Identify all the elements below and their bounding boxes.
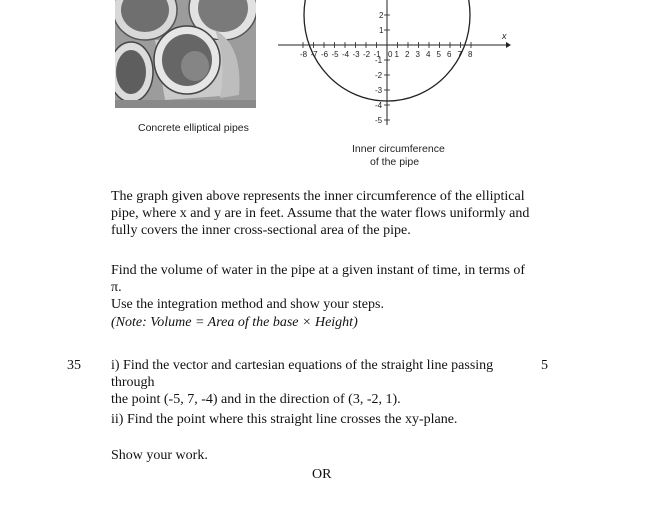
paragraph-description — [111, 188, 531, 239]
question35-part1 — [111, 357, 531, 408]
x-tick-label: 8 — [468, 50, 473, 59]
y-tick-label: -1 — [375, 56, 383, 65]
pipes-illustration — [115, 0, 256, 108]
x-axis-label: x — [502, 31, 507, 41]
x-tick-label: 0 — [388, 50, 393, 59]
paragraph1-line1: The graph given above represents the inner circumference of the elliptical — [111, 189, 525, 204]
y-tick-label: 1 — [379, 26, 384, 35]
x-tick-label: 5 — [436, 50, 441, 59]
graph-caption-line2: of the pipe — [370, 156, 420, 168]
concrete-pipes-image — [115, 0, 256, 108]
x-tick-label: -3 — [352, 50, 360, 59]
paragraph2-line2: Use the integration method and show your steps. — [111, 297, 384, 312]
y-tick-label: 2 — [379, 11, 384, 20]
show-work-text: Show your work. — [111, 448, 208, 463]
x-tick-label: 7 — [457, 50, 462, 59]
paragraph2-line1: Find the volume of water in the pipe at a given instant of time, in terms of π. — [111, 263, 526, 295]
ellipse-graph — [270, 0, 520, 170]
y-tick-label: -2 — [375, 71, 383, 80]
question35-part2: ii) Find the point where this straight line crosses the xy-plane. — [111, 412, 458, 427]
part1-line2: the point (-5, 7, -4) and in the direction of (3, -2, 1). — [111, 392, 401, 407]
volume-note: (Note: Volume = Area of the base × Height) — [111, 315, 358, 330]
graph-caption-line1: Inner circumference — [352, 143, 445, 155]
y-tick-label: -4 — [375, 101, 383, 110]
x-tick-label: -4 — [342, 50, 350, 59]
x-tick-label: -6 — [321, 50, 329, 59]
y-tick-label: -5 — [375, 116, 383, 125]
x-tick-label: 1 — [394, 50, 399, 59]
paragraph1-line2: pipe, where x and y are in feet. Assume that the water flows uniformly and — [111, 206, 530, 221]
paragraph-task — [111, 262, 531, 313]
part1-line1: i) Find the vector and cartesian equations of the straight line passing through — [111, 358, 494, 390]
question-number: 35 — [67, 358, 81, 373]
x-tick-label: 2 — [405, 50, 410, 59]
x-tick-label: -2 — [363, 50, 371, 59]
x-tick-label: -8 — [300, 50, 308, 59]
x-tick-label: 6 — [447, 50, 452, 59]
y-ticks — [375, 11, 390, 125]
y-tick-label: -3 — [375, 86, 383, 95]
pipes-caption: Concrete elliptical pipes — [138, 122, 249, 134]
x-tick-label: -5 — [331, 50, 339, 59]
x-tick-label: 4 — [426, 50, 431, 59]
x-tick-label: 3 — [415, 50, 420, 59]
question-marks: 5 — [541, 358, 548, 373]
paragraph1-line3: fully covers the inner cross-sectional area of the pipe. — [111, 223, 411, 238]
x-tick-label: -7 — [310, 50, 318, 59]
x-tick-label: -1 — [373, 50, 381, 59]
or-divider: OR — [312, 467, 332, 482]
